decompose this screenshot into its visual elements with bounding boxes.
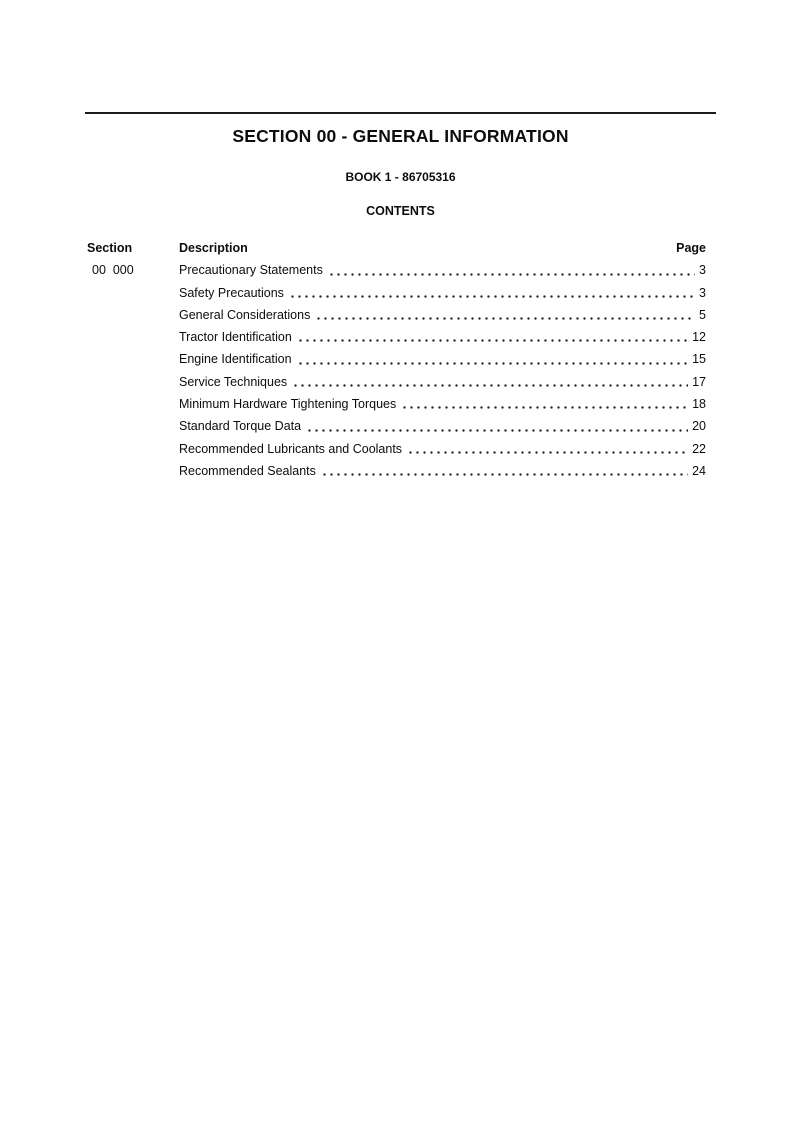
toc-entry-title: Recommended Lubricants and Coolants bbox=[179, 441, 403, 456]
toc-entry-page: 5 bbox=[699, 307, 706, 322]
toc-entry-page: 17 bbox=[692, 374, 706, 389]
toc-entry-title: Precautionary Statements bbox=[179, 263, 323, 278]
toc-row-flex bbox=[179, 348, 716, 370]
toc-row-flex bbox=[179, 282, 716, 304]
toc-row bbox=[85, 348, 716, 370]
toc-row-section bbox=[85, 282, 179, 304]
toc-entry-title: Recommended Sealants bbox=[179, 463, 316, 478]
toc-entry-page: 22 bbox=[692, 441, 706, 456]
toc-row bbox=[85, 460, 716, 482]
toc-header-flex bbox=[179, 237, 716, 259]
dot-leader bbox=[315, 304, 695, 326]
toc-row bbox=[85, 393, 716, 415]
toc-table bbox=[85, 237, 716, 482]
dot-leader bbox=[292, 371, 688, 393]
toc-entry-title: Service Techniques bbox=[179, 374, 288, 389]
toc-entry-title: General Considerations bbox=[179, 307, 311, 322]
toc-row-flex bbox=[179, 326, 716, 348]
dot-leader bbox=[401, 393, 688, 415]
toc-col-description: Description bbox=[179, 241, 248, 255]
dot-leader bbox=[306, 415, 688, 437]
toc-row-section bbox=[85, 438, 179, 460]
dot-leader bbox=[289, 282, 695, 304]
toc-row-flex bbox=[179, 371, 716, 393]
dot-leader bbox=[407, 438, 688, 460]
toc-entry-title: Tractor Identification bbox=[179, 330, 292, 345]
toc-row bbox=[85, 304, 716, 326]
toc-header-row bbox=[85, 237, 716, 259]
toc-entry-page: 18 bbox=[692, 397, 706, 412]
toc-entry-page: 20 bbox=[692, 419, 706, 434]
toc-entry-page: 24 bbox=[692, 463, 706, 478]
toc-row-section bbox=[85, 393, 179, 415]
toc-row bbox=[85, 326, 716, 348]
toc-row bbox=[85, 282, 716, 304]
toc-row-section bbox=[85, 460, 179, 482]
toc-col-section: Section bbox=[87, 241, 133, 255]
section-title: SECTION 00 - GENERAL INFORMATION bbox=[232, 126, 569, 146]
dot-leader bbox=[328, 259, 695, 281]
toc-row-section bbox=[85, 348, 179, 370]
toc-entry-page: 12 bbox=[692, 330, 706, 345]
toc-entry-title: Standard Torque Data bbox=[179, 419, 302, 434]
toc-row bbox=[85, 415, 716, 437]
toc-row-section: 00 000 bbox=[92, 263, 134, 278]
toc-row bbox=[85, 259, 716, 281]
toc-row-section bbox=[85, 415, 179, 437]
header-spacer bbox=[248, 237, 676, 259]
toc-entry-title: Engine Identification bbox=[179, 352, 292, 367]
toc-row-flex bbox=[179, 438, 716, 460]
toc-row-section bbox=[85, 304, 179, 326]
book-subtitle: BOOK 1 - 86705316 bbox=[345, 170, 456, 184]
toc-entry-page: 3 bbox=[699, 285, 706, 300]
dot-leader bbox=[297, 348, 689, 370]
toc-row-section bbox=[85, 371, 179, 393]
toc-entry-page: 15 bbox=[692, 352, 706, 367]
contents-heading: CONTENTS bbox=[366, 204, 435, 218]
toc-entry-title: Minimum Hardware Tightening Torques bbox=[179, 397, 397, 412]
toc-row-flex bbox=[179, 304, 716, 326]
dot-leader bbox=[297, 326, 688, 348]
toc-entry-page: 3 bbox=[699, 263, 706, 278]
header-rule bbox=[85, 112, 716, 114]
toc-row-flex bbox=[179, 393, 716, 415]
toc-col-page: Page bbox=[676, 241, 706, 255]
toc-row bbox=[85, 438, 716, 460]
toc-entry-title: Safety Precautions bbox=[179, 285, 284, 300]
toc-row-flex bbox=[179, 460, 716, 482]
toc-row-section bbox=[85, 326, 179, 348]
toc-row-flex bbox=[179, 259, 716, 281]
page-content bbox=[85, 0, 716, 482]
dot-leader bbox=[321, 460, 688, 482]
toc-row-flex bbox=[179, 415, 716, 437]
toc-row bbox=[85, 371, 716, 393]
toc-rows bbox=[85, 259, 716, 482]
